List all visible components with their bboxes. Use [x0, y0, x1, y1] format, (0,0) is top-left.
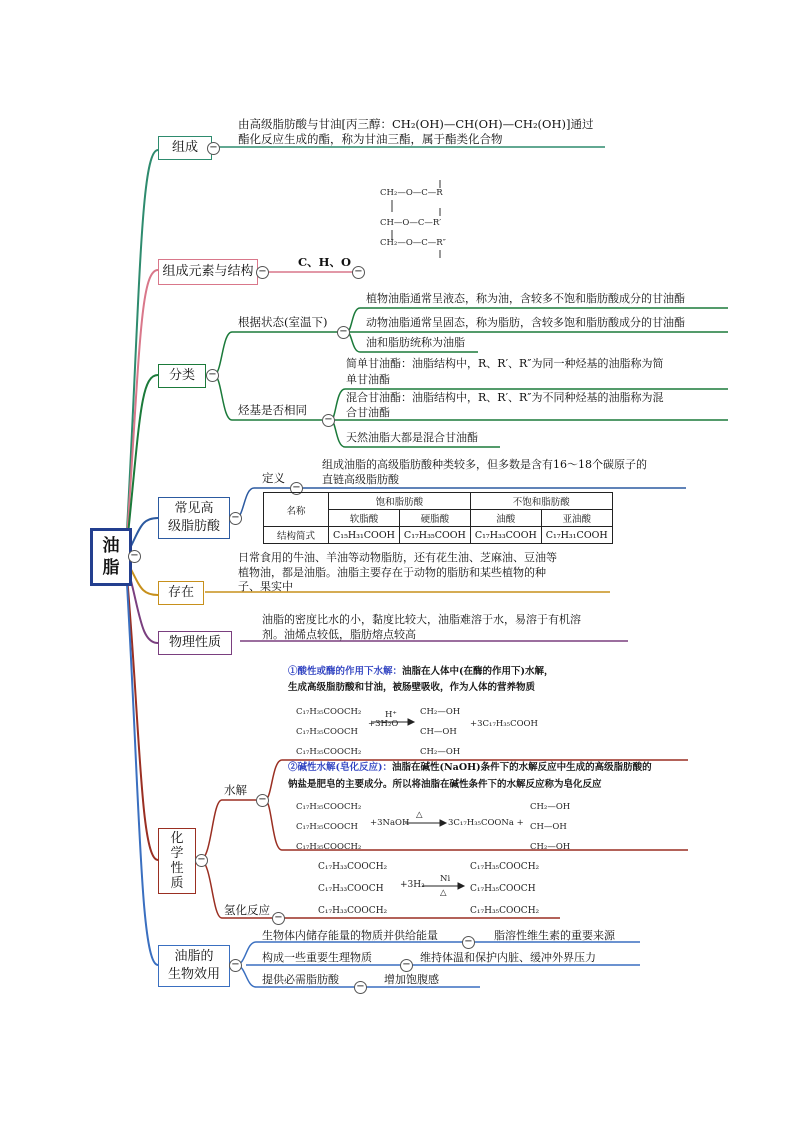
eq2-left: C₁₇H₃₅COOCH₂ C₁₇H₃₅COOCH C₁₇H₃₅COOCH₂	[296, 802, 362, 852]
collapse-icon[interactable]: −	[256, 794, 269, 807]
node-physical[interactable]	[158, 631, 232, 655]
by-state-label: 根据状态(室温下)	[238, 315, 328, 329]
structure-row-3: CH₂—O—C—R″	[380, 238, 446, 248]
by-state-item-2: 动物油脂通常呈固态，称为脂肪，含较多饱和脂肪酸成分的甘油酯	[366, 316, 685, 329]
bio-item-4: 维持体温和保护内脏、缓冲外界压力	[420, 951, 596, 964]
by-group-item-2: 混合甘油酯：油脂结构中，R、R′、R″为不同种烃基的油脂称为混	[346, 391, 664, 404]
table-sat-header: 饱和脂肪酸	[329, 493, 471, 510]
node-existence[interactable]	[158, 581, 204, 605]
definition-line-2: 直链高级脂肪酸	[322, 473, 399, 486]
collapse-icon[interactable]: −	[195, 854, 208, 867]
eq1-condition: H⁺	[385, 710, 397, 720]
bio-item-5: 提供必需脂肪酸	[262, 973, 339, 986]
table-cell: C₁₅H₃₁COOH	[329, 527, 400, 544]
hydrolysis-note-1b: 生成高级脂肪酸和甘油，被肠壁吸收，作为人体的营养物质	[288, 682, 536, 693]
collapse-icon[interactable]: −	[352, 266, 365, 279]
table-name-header: 名称	[264, 493, 329, 527]
eq1-reagent: +3H₂O	[368, 719, 399, 729]
classification-label: 分类	[168, 368, 195, 383]
node-bio[interactable]	[158, 945, 230, 987]
node-composition[interactable]	[158, 136, 212, 160]
existence-label: 存在	[167, 585, 194, 600]
table-cell: 油酸	[470, 510, 541, 527]
bio-item-6: 增加饱腹感	[384, 973, 439, 986]
eq2-condition: △	[416, 810, 423, 820]
by-state-item-1: 植物油脂通常呈液态，称为油，含较多不饱和脂肪酸成分的甘油酯	[366, 292, 685, 305]
elements-value: C、H、O	[298, 255, 352, 269]
node-classification[interactable]	[158, 364, 206, 388]
eq3-heat: △	[440, 888, 447, 898]
collapse-icon[interactable]: −	[128, 550, 141, 563]
bio-item-2: 脂溶性维生素的重要来源	[494, 929, 615, 942]
by-group-label: 烃基是否相同	[238, 403, 307, 417]
eq3-catalyst: Ni	[440, 874, 451, 884]
collapse-icon[interactable]: −	[272, 912, 285, 925]
table-cell: C₁₇H₃₁COOH	[541, 527, 612, 544]
node-fatty-acids[interactable]	[158, 497, 230, 539]
table-formula-header: 结构简式	[264, 527, 329, 544]
node-chemical[interactable]	[158, 828, 196, 894]
by-group-item-1b: 单甘油酯	[346, 373, 390, 386]
node-elements[interactable]	[158, 259, 258, 285]
table-cell: C₁₇H₃₅COOH	[399, 527, 470, 544]
collapse-icon[interactable]: −	[354, 981, 367, 994]
table-cell: 软脂酸	[329, 510, 400, 527]
collapse-icon[interactable]: −	[229, 959, 242, 972]
table-cell: 亚油酸	[541, 510, 612, 527]
hydrolysis-note-2: ②碱性水解(皂化反应)：油脂在碱性(NaOH)条件下的水解反应中生成的高级脂肪酸的	[288, 762, 652, 773]
definition-line-1: 组成油脂的高级脂肪酸种类较多，但多数是含有16～18个碳原子的	[322, 458, 647, 471]
physical-label: 物理性质	[168, 635, 221, 650]
existence-line-2: 植物油，都是油脂。油脂主要存在于动物的脂肪和某些植物的种	[238, 566, 546, 579]
definition-label: 定义	[262, 471, 285, 485]
by-state-item-3: 油和脂肪统称为油脂	[366, 336, 465, 349]
structure-row-2: CH—O—C—R′	[380, 218, 442, 228]
eq1-left: C₁₇H₃₅COOCH₂ C₁₇H₃₅COOCH C₁₇H₃₅COOCH₂	[296, 707, 362, 757]
bio-item-3: 构成一些重要生理物质	[262, 951, 372, 964]
chemical-label: 化 学 性 质	[170, 831, 184, 891]
collapse-icon[interactable]: −	[337, 326, 350, 339]
physical-line-1: 油脂的密度比水的小，黏度比较大，油脂难溶于水，易溶于有机溶	[262, 613, 581, 626]
collapse-icon[interactable]: −	[256, 266, 269, 279]
eq3-left: C₁₇H₃₃COOCH₂ C₁₇H₃₃COOCH C₁₇H₃₃COOCH₂	[318, 862, 388, 916]
table-cell: 硬脂酸	[399, 510, 470, 527]
eq3-reagent: +3H₂	[400, 880, 425, 890]
hydrolysis-label: 水解	[224, 783, 247, 797]
collapse-icon[interactable]: −	[207, 142, 220, 155]
by-group-item-1: 简单甘油酯：油脂结构中，R、R′、R″为同一种烃基的油脂称为简	[346, 357, 664, 370]
existence-line-3: 子、果实中	[238, 580, 293, 593]
composition-label: 组成	[171, 140, 198, 155]
by-group-item-2b: 合甘油酯	[346, 406, 390, 419]
collapse-icon[interactable]: −	[229, 512, 242, 525]
collapse-icon[interactable]: −	[400, 959, 413, 972]
bio-label: 油脂的 生物效用	[167, 949, 220, 982]
table-cell: C₁₇H₃₃COOH	[470, 527, 541, 544]
collapse-icon[interactable]: −	[322, 414, 335, 427]
by-group-item-3: 天然油脂大都是混合甘油酯	[346, 431, 478, 444]
collapse-icon[interactable]: −	[290, 482, 303, 495]
hydrolysis-note-2b: 钠盐是肥皂的主要成分。所以将油脂在碱性条件下的水解反应称为皂化反应	[288, 779, 602, 790]
bio-item-1: 生物体内储存能量的物质并供给能量	[262, 929, 438, 942]
existence-line-1: 日常食用的牛油、羊油等动物脂肪，还有花生油、芝麻油、豆油等	[238, 551, 557, 564]
eq1-right: CH₂—OH CH—OH CH₂—OH	[420, 707, 461, 757]
physical-line-2: 剂。油烯点较低，脂肪熔点较高	[262, 628, 416, 641]
composition-text-1: 由高级脂肪酸与甘油[丙三醇：CH₂(OH)—CH(OH)—CH₂(OH)]通过	[238, 117, 594, 131]
eq3-right: C₁₇H₃₅COOCH₂ C₁₇H₃₅COOCH C₁₇H₃₅COOCH₂	[470, 862, 540, 916]
fatty-acids-label: 常见高 级脂肪酸	[167, 501, 220, 534]
eq2-reagent: +3NaOH	[370, 818, 410, 828]
root-node[interactable]: 油 脂	[90, 528, 132, 586]
collapse-icon[interactable]: −	[462, 936, 475, 949]
elements-label: 组成元素与结构	[162, 264, 254, 279]
eq2-right: CH₂—OH CH—OH CH₂—OH	[530, 802, 571, 852]
table-unsat-header: 不饱和脂肪酸	[470, 493, 612, 510]
collapse-icon[interactable]: −	[206, 369, 219, 382]
composition-text-2: 酯化反应生成的酯，称为甘油三酯，属于酯类化合物	[238, 132, 503, 146]
structure-row-1: CH₂—O—C—R	[380, 188, 443, 198]
hydrolysis-note-1: ①酸性或酶的作用下水解：油脂在人体中(在酶的作用下)水解，	[288, 666, 554, 677]
fatty-acid-table	[263, 492, 613, 544]
eq2-product: 3C₁₇H₃₅COONa +	[448, 818, 524, 828]
eq1-product: +3C₁₇H₃₅COOH	[470, 719, 538, 729]
hydrogenation-label: 氢化反应	[224, 903, 270, 917]
